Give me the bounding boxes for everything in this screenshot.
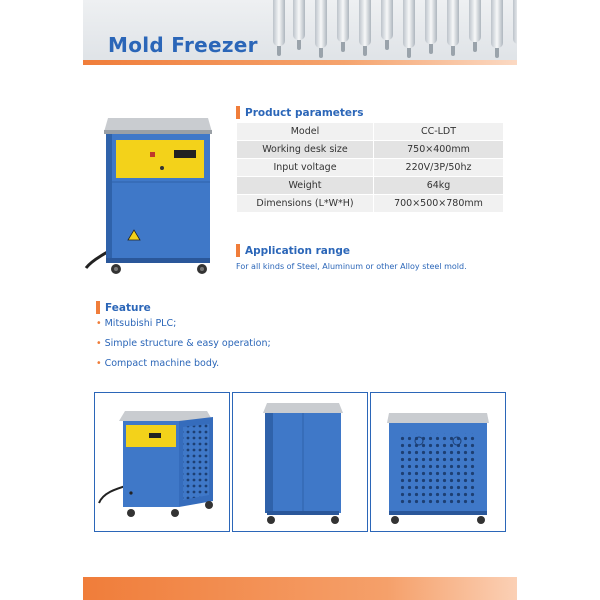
bullet-dot: • <box>96 338 102 349</box>
pipette-decoration <box>403 0 415 48</box>
section-marker <box>96 301 100 314</box>
feature-item <box>96 338 271 349</box>
mold-freezer-main-image <box>82 112 232 278</box>
param-label: Dimensions (L*W*H) <box>237 195 374 213</box>
feature-text: Simple structure & easy operation; <box>104 338 271 349</box>
section-title: Feature <box>105 301 151 314</box>
pipette-decoration <box>337 0 349 42</box>
photo-front-angle <box>94 392 230 532</box>
feature-header <box>96 301 151 314</box>
feature-text: Mitsubishi PLC; <box>104 318 177 329</box>
feature-text: Compact machine body. <box>104 358 220 369</box>
feature-item <box>96 318 176 329</box>
section-title: Product parameters <box>245 106 364 119</box>
section-marker <box>236 244 240 257</box>
table-row <box>237 141 503 159</box>
param-value: 220V/3P/50hz <box>374 159 504 177</box>
param-value: 700×500×780mm <box>374 195 504 213</box>
pipette-decoration <box>491 0 503 48</box>
bullet-dot: • <box>96 358 102 369</box>
param-label: Weight <box>237 177 374 195</box>
table-row <box>237 195 503 213</box>
application-description: For all kinds of Steel, Aluminum or other Alloy steel mold. <box>236 262 467 271</box>
pipette-decoration <box>315 0 327 48</box>
pipette-decoration <box>381 0 393 40</box>
header-underline <box>83 60 517 65</box>
param-label: Model <box>237 123 374 141</box>
bullet-dot: • <box>96 318 102 329</box>
pipette-decoration <box>425 0 437 44</box>
pipette-decoration <box>469 0 481 42</box>
section-marker <box>236 106 240 119</box>
param-label: Input voltage <box>237 159 374 177</box>
product-parameters-header <box>236 106 363 119</box>
pipette-decoration <box>359 0 371 46</box>
table-row <box>237 177 503 195</box>
footer-bar <box>83 577 517 600</box>
parameters-table <box>237 122 503 212</box>
application-range-header <box>236 244 350 257</box>
photo-side-view <box>232 392 368 532</box>
section-title: Application range <box>245 244 351 257</box>
param-value: 750×400mm <box>374 141 504 159</box>
param-value: CC-LDT <box>374 123 504 141</box>
feature-item <box>96 358 219 369</box>
pipette-decoration <box>293 0 305 40</box>
param-label: Working desk size <box>237 141 374 159</box>
photo-back-view <box>370 392 506 532</box>
page-title: Mold Freezer <box>108 33 258 57</box>
param-value: 64kg <box>374 177 504 195</box>
pipette-decoration <box>447 0 459 46</box>
table-row <box>237 123 503 141</box>
pipette-decoration <box>513 0 517 44</box>
pipette-decoration <box>273 0 285 46</box>
table-row <box>237 159 503 177</box>
